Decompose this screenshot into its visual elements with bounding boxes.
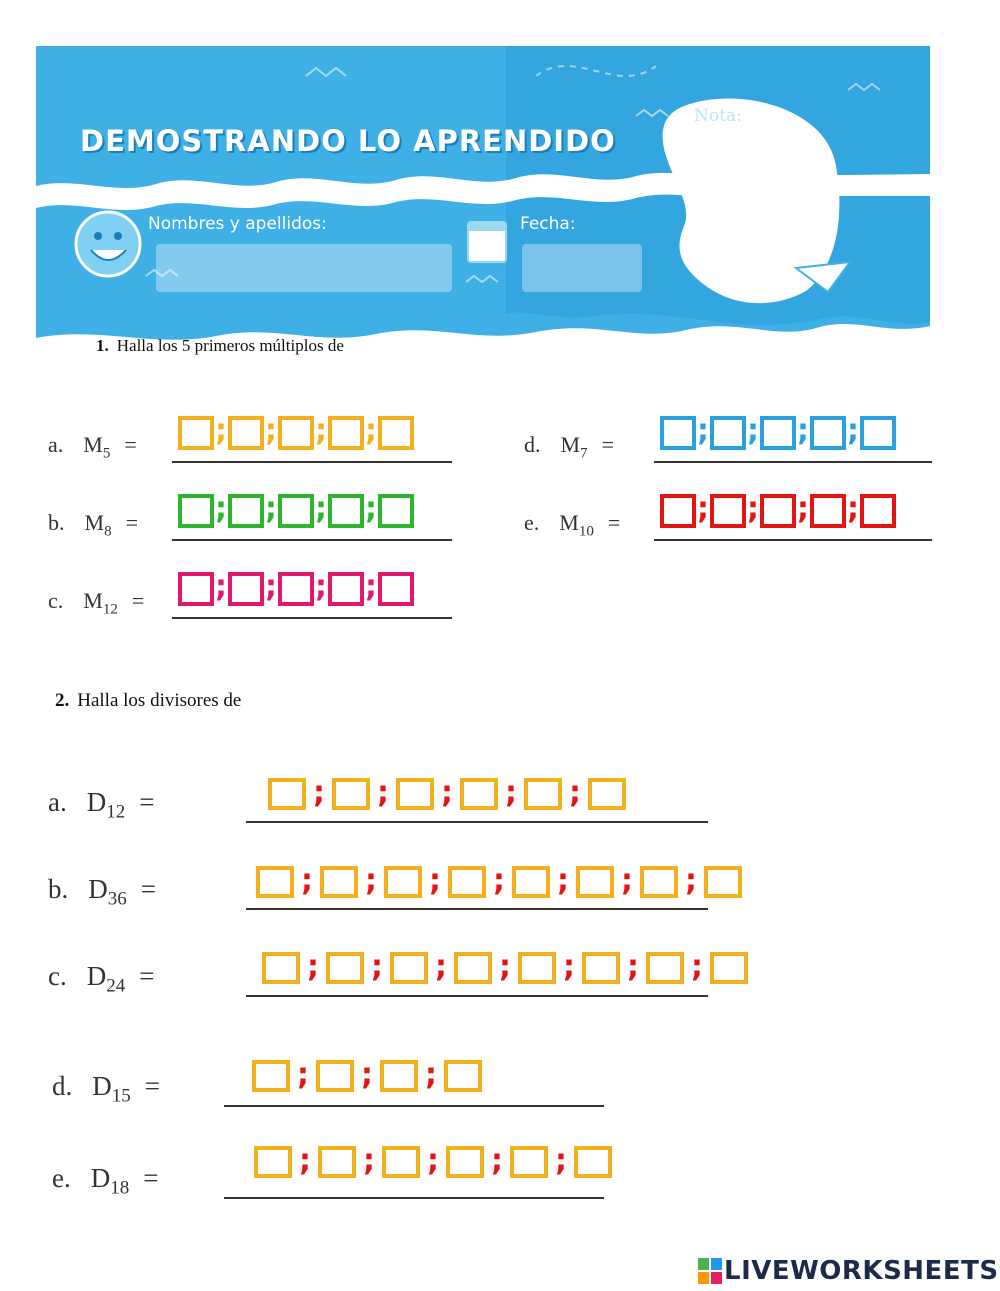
row-symbol: M: [84, 510, 105, 535]
row-equals: =: [125, 510, 138, 535]
semicolon: ;: [315, 491, 327, 526]
row-letter: d.: [524, 432, 541, 457]
semicolon: ;: [493, 863, 505, 898]
answer-box[interactable]: [640, 866, 678, 898]
answer-box[interactable]: [328, 494, 364, 528]
answer-box[interactable]: [710, 416, 746, 450]
question-2-text: Halla los divisores de: [77, 690, 242, 711]
header-banner: [36, 46, 930, 362]
semicolon: ;: [307, 949, 319, 984]
answer-box[interactable]: [710, 952, 748, 984]
row-equals: =: [124, 432, 137, 457]
answer-boxes: [254, 1143, 612, 1178]
liveworksheets-icon: [698, 1258, 722, 1284]
answer-box[interactable]: [660, 494, 696, 528]
row-subscript: 15: [111, 1085, 131, 1107]
row-label: [48, 961, 154, 997]
row-subscript: 7: [580, 445, 588, 462]
semicolon: ;: [691, 949, 703, 984]
row-subscript: 8: [104, 523, 112, 540]
answer-box[interactable]: [518, 952, 556, 984]
semicolon: ;: [365, 491, 377, 526]
row-subscript: 12: [106, 801, 126, 823]
semicolon: ;: [621, 863, 633, 898]
semicolon: ;: [685, 863, 697, 898]
answer-line: [172, 539, 452, 541]
answer-boxes: [256, 863, 742, 898]
semicolon: ;: [557, 863, 569, 898]
answer-box[interactable]: [460, 778, 498, 810]
semicolon: ;: [491, 1143, 503, 1178]
semicolon: ;: [747, 491, 759, 526]
answer-box[interactable]: [524, 778, 562, 810]
row-subscript: 24: [106, 975, 126, 997]
semicolon: ;: [499, 949, 511, 984]
answer-box[interactable]: [396, 778, 434, 810]
row-equals: =: [140, 874, 156, 904]
answer-box[interactable]: [228, 572, 264, 606]
semicolon: ;: [505, 775, 517, 810]
answer-box[interactable]: [178, 416, 214, 450]
answer-box[interactable]: [318, 1146, 356, 1178]
answer-box[interactable]: [378, 572, 414, 606]
row-letter: c.: [48, 961, 67, 991]
row-equals: =: [139, 961, 155, 991]
semicolon: ;: [797, 413, 809, 448]
name-label: Nombres y apellidos:: [148, 214, 327, 234]
row-symbol: M: [83, 432, 103, 457]
semicolon: ;: [361, 1057, 373, 1092]
answer-line: [654, 539, 932, 541]
row-letter: b.: [48, 510, 65, 535]
row-equals: =: [144, 1071, 160, 1101]
question-1-text: Halla los 5 primeros múltiplos de: [116, 336, 344, 355]
row-subscript: 18: [110, 1177, 130, 1199]
semicolon: ;: [215, 491, 227, 526]
answer-line: [654, 461, 932, 463]
answer-box[interactable]: [278, 572, 314, 606]
row-letter: e.: [52, 1163, 71, 1193]
row-letter: a.: [48, 432, 64, 457]
answer-boxes: [178, 413, 414, 450]
semicolon: ;: [555, 1143, 567, 1178]
semicolon: ;: [435, 949, 447, 984]
answer-box[interactable]: [704, 866, 742, 898]
answer-box[interactable]: [262, 952, 300, 984]
row-symbol: M: [559, 510, 579, 535]
answer-box[interactable]: [390, 952, 428, 984]
row-symbol: D: [90, 1163, 111, 1193]
row-equals: =: [607, 510, 621, 535]
semicolon: ;: [847, 413, 859, 448]
semicolon: ;: [569, 775, 581, 810]
answer-box[interactable]: [178, 572, 214, 606]
semicolon: ;: [363, 1143, 375, 1178]
answer-box[interactable]: [454, 952, 492, 984]
row-label: [48, 787, 154, 823]
answer-line: [224, 1105, 604, 1107]
answer-box[interactable]: [710, 494, 746, 528]
answer-box[interactable]: [512, 866, 550, 898]
answer-box[interactable]: [660, 416, 696, 450]
answer-boxes: [178, 491, 414, 528]
semicolon: ;: [315, 413, 327, 448]
semicolon: ;: [215, 413, 227, 448]
question-2-heading: [55, 690, 241, 712]
grade-label: Nota:: [694, 106, 742, 126]
row-symbol: D: [86, 961, 107, 991]
answer-box[interactable]: [254, 1146, 292, 1178]
date-field[interactable]: [522, 244, 642, 292]
answer-box[interactable]: [332, 778, 370, 810]
row-label: [524, 432, 614, 462]
answer-box[interactable]: [646, 952, 684, 984]
semicolon: ;: [215, 569, 227, 604]
answer-box[interactable]: [328, 572, 364, 606]
answer-box[interactable]: [326, 952, 364, 984]
semicolon: ;: [627, 949, 639, 984]
semicolon: ;: [265, 569, 277, 604]
row-label: [48, 510, 138, 540]
answer-box[interactable]: [444, 1060, 482, 1092]
row-subscript: 5: [102, 445, 111, 462]
answer-boxes: [252, 1057, 482, 1092]
answer-box[interactable]: [446, 1146, 484, 1178]
semicolon: ;: [313, 775, 325, 810]
row-symbol: D: [88, 874, 108, 904]
answer-line: [172, 461, 452, 463]
answer-boxes: [660, 413, 896, 450]
name-field[interactable]: [156, 244, 452, 292]
answer-box[interactable]: [320, 866, 358, 898]
answer-box[interactable]: [328, 416, 364, 450]
answer-box[interactable]: [810, 494, 846, 528]
answer-box[interactable]: [268, 778, 306, 810]
answer-box[interactable]: [380, 1060, 418, 1092]
answer-box[interactable]: [378, 416, 414, 450]
semicolon: ;: [299, 1143, 311, 1178]
answer-boxes: [268, 775, 626, 810]
answer-line: [246, 908, 708, 910]
row-label: [48, 432, 137, 462]
answer-box[interactable]: [384, 866, 422, 898]
answer-line: [224, 1197, 604, 1199]
row-equals: =: [131, 588, 145, 613]
semicolon: ;: [301, 863, 313, 898]
semicolon: ;: [427, 1143, 439, 1178]
row-letter: b.: [48, 874, 69, 904]
question-1-heading: [96, 336, 344, 356]
row-label: [524, 510, 620, 540]
date-label: Fecha:: [520, 214, 576, 234]
row-symbol: M: [560, 432, 581, 457]
row-label: [48, 588, 144, 618]
answer-line: [246, 995, 708, 997]
semicolon: ;: [297, 1057, 309, 1092]
semicolon: ;: [697, 413, 709, 448]
semicolon: ;: [377, 775, 389, 810]
semicolon: ;: [265, 491, 277, 526]
answer-line: [172, 617, 452, 619]
answer-box[interactable]: [382, 1146, 420, 1178]
semicolon: ;: [365, 863, 377, 898]
answer-box[interactable]: [574, 1146, 612, 1178]
row-symbol: M: [83, 588, 103, 613]
row-letter: a.: [48, 787, 67, 817]
row-label: [48, 874, 156, 910]
question-1-number: 1.: [96, 336, 109, 355]
liveworksheets-text: LIVEWORKSHEETS: [724, 1256, 999, 1286]
row-equals: =: [139, 787, 155, 817]
semicolon: ;: [441, 775, 453, 810]
answer-box[interactable]: [228, 494, 264, 528]
row-label: [52, 1163, 158, 1199]
answer-box[interactable]: [810, 416, 846, 450]
answer-boxes: [660, 491, 896, 528]
answer-line: [246, 821, 708, 823]
answer-box[interactable]: [252, 1060, 290, 1092]
page-title: DEMOSTRANDO LO APRENDIDO: [80, 124, 616, 158]
answer-box[interactable]: [316, 1060, 354, 1092]
answer-box[interactable]: [860, 494, 896, 528]
semicolon: ;: [563, 949, 575, 984]
answer-box[interactable]: [256, 866, 294, 898]
grade-field[interactable]: [696, 132, 826, 282]
answer-box[interactable]: [278, 494, 314, 528]
row-symbol: D: [92, 1071, 112, 1101]
answer-box[interactable]: [760, 494, 796, 528]
semicolon: ;: [371, 949, 383, 984]
row-equals: =: [143, 1163, 159, 1193]
semicolon: ;: [429, 863, 441, 898]
answer-box[interactable]: [228, 416, 264, 450]
semicolon: ;: [797, 491, 809, 526]
answer-boxes: [262, 949, 748, 984]
semicolon: ;: [315, 569, 327, 604]
answer-box[interactable]: [588, 778, 626, 810]
semicolon: ;: [265, 413, 277, 448]
answer-box[interactable]: [178, 494, 214, 528]
semicolon: ;: [365, 413, 377, 448]
row-letter: c.: [48, 588, 64, 613]
semicolon: ;: [365, 569, 377, 604]
answer-box[interactable]: [448, 866, 486, 898]
answer-box[interactable]: [760, 416, 796, 450]
answer-box[interactable]: [378, 494, 414, 528]
question-2-number: 2.: [55, 690, 70, 711]
semicolon: ;: [747, 413, 759, 448]
row-subscript: 10: [578, 523, 594, 540]
row-letter: d.: [52, 1071, 73, 1101]
answer-box[interactable]: [582, 952, 620, 984]
answer-box[interactable]: [860, 416, 896, 450]
semicolon: ;: [847, 491, 859, 526]
liveworksheets-logo: [698, 1256, 999, 1286]
row-subscript: 12: [102, 601, 118, 618]
row-label: [52, 1071, 160, 1107]
answer-box[interactable]: [278, 416, 314, 450]
answer-box[interactable]: [510, 1146, 548, 1178]
row-symbol: D: [86, 787, 107, 817]
row-subscript: 36: [107, 888, 127, 910]
semicolon: ;: [425, 1057, 437, 1092]
answer-box[interactable]: [576, 866, 614, 898]
row-equals: =: [601, 432, 614, 457]
row-letter: e.: [524, 510, 540, 535]
answer-boxes: [178, 569, 414, 606]
semicolon: ;: [697, 491, 709, 526]
